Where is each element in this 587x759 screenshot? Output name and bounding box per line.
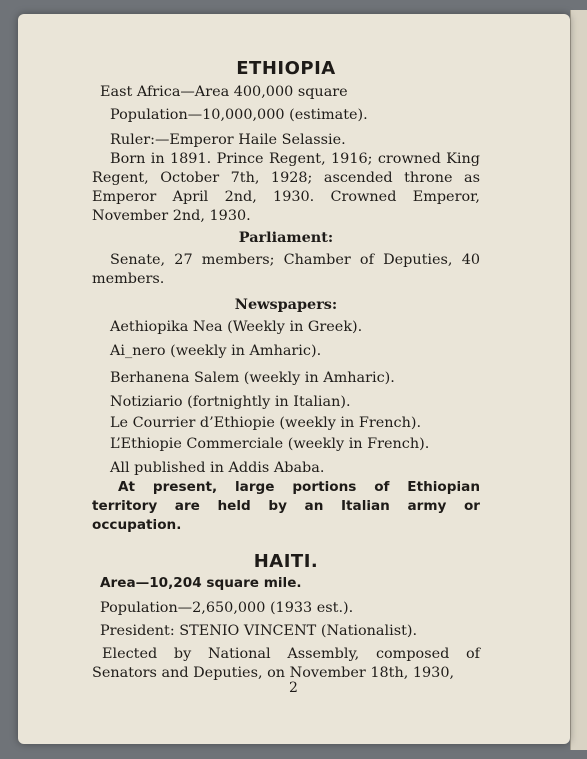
- page-text: [92, 58, 480, 683]
- page-number: 2: [289, 680, 298, 696]
- parliament-heading: Parliament:: [238, 229, 334, 246]
- haiti-president: President: STENIO VINCENT (Nationalist).: [100, 623, 418, 639]
- page-edge: [570, 10, 587, 750]
- newspaper-item: All published in Addis Ababa.: [110, 460, 325, 476]
- ethiopia-title: ETHIOPIA: [236, 58, 336, 79]
- ethiopia-occupation: At present, large portions of Ethiopian territory are held by an Italian army or occupation.: [92, 479, 480, 533]
- newspaper-item: Le Courrier d’Ethiopie (weekly in French).: [110, 415, 422, 431]
- ethiopia-ruler: Ruler:—Emperor Haile Selassie.: [110, 132, 346, 148]
- ethiopia-population: Population—10,000,000 (estimate).: [110, 107, 368, 123]
- newspaper-item: L’Ethiopie Commerciale (weekly in French).: [110, 436, 430, 452]
- newspaper-list: [92, 318, 480, 478]
- newspaper-item: Aethiopika Nea (Weekly in Greek).: [110, 319, 363, 335]
- haiti-population: Population—2,650,000 (1933 est.).: [100, 600, 354, 616]
- parliament-text: Senate, 27 members; Chamber of Deputies, 40 members.: [92, 252, 480, 287]
- haiti-area: Area—10,204 square mile.: [100, 575, 302, 591]
- newspaper-item: Ai_nero (weekly in Amharic).: [110, 343, 322, 359]
- haiti-title: HAITI.: [253, 551, 319, 572]
- ethiopia-biography: Born in 1891. Prince Regent, 1916; crowned King Regent, October 7th, 1928; ascended throne as Emperor April 2nd, 1930. Crowned Emperor, November 2nd, 1930.: [92, 151, 480, 224]
- ethiopia-area: East Africa—Area 400,000 square: [100, 84, 348, 100]
- newspaper-item: Berhanena Salem (weekly in Amharic).: [110, 370, 395, 386]
- newspapers-heading: Newspapers:: [234, 296, 338, 313]
- haiti-elected: Elected by National Assembly, composed of Senators and Deputies, on November 18th, 1930,: [92, 646, 480, 681]
- newspaper-item: Notiziario (fortnightly in Italian).: [110, 394, 351, 410]
